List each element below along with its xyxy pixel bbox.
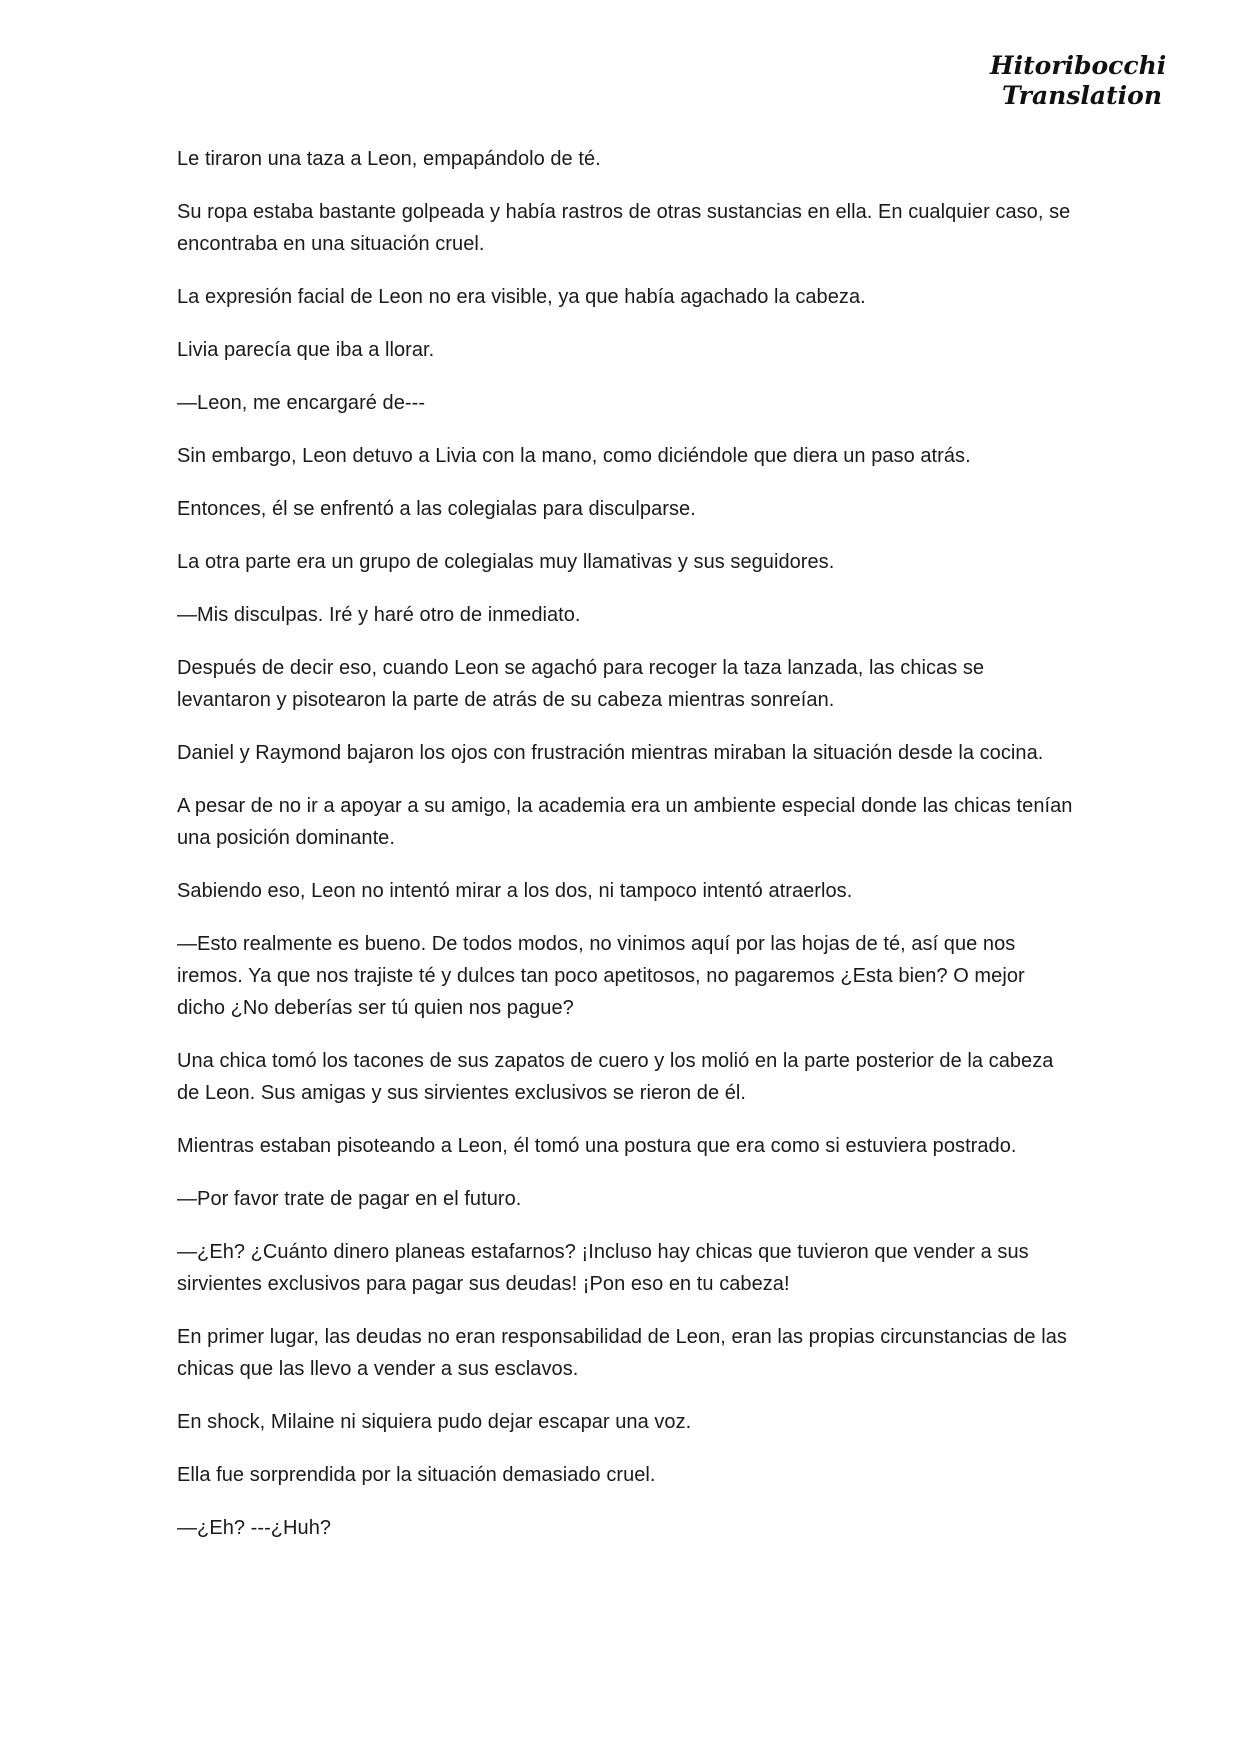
paragraph: Sin embargo, Leon detuvo a Livia con la mano, como diciéndole que diera un paso atrás. (177, 445, 971, 467)
logo-graphic (988, 48, 1167, 112)
paragraph: —Esto realmente es bueno. De todos modos, no vinimos aquí por las hojas de té, así que nos iremos. Ya que nos trajiste té y dulces tan poco apetitosos, no pagaremos ¿Esta bien? O mejor dicho ¿No deberías ser tú quien nos pague? (177, 933, 1025, 1019)
paragraph: —Por favor trate de pagar en el futuro. (177, 1188, 522, 1210)
document-body (177, 143, 1077, 1565)
paragraph: —Leon, me encargaré de--- (177, 392, 426, 414)
logo-line-1: Hitoribocchi (990, 51, 1167, 80)
paragraph: —¿Eh? ---¿Huh? (177, 1517, 332, 1539)
paragraph: Livia parecía que iba a llorar. (177, 339, 435, 361)
paragraph: Sabiendo eso, Leon no intentó mirar a los dos, ni tampoco intentó atraerlos. (177, 880, 853, 902)
paragraph: Ella fue sorprendida por la situación demasiado cruel. (177, 1464, 656, 1486)
paragraph: Le tiraron una taza a Leon, empapándolo de té. (177, 148, 601, 170)
paragraph: Su ropa estaba bastante golpeada y había rastros de otras sustancias en ella. En cualquier caso, se encontraba en una situación cruel. (177, 201, 1071, 255)
paragraph: Entonces, él se enfrentó a las colegialas para disculparse. (177, 498, 696, 520)
paragraph: —¿Eh? ¿Cuánto dinero planeas estafarnos? ¡Incluso hay chicas que tuvieron que vender a sus sirvientes exclusivos para pagar sus deudas! ¡Pon eso en tu cabeza! (177, 1241, 1029, 1295)
paragraph: —Mis disculpas. Iré y haré otro de inmediato. (177, 604, 581, 626)
paragraph: La otra parte era un grupo de colegialas muy llamativas y sus seguidores. (177, 551, 835, 573)
paragraph: Mientras estaban pisoteando a Leon, él tomó una postura que era como si estuviera postrado. (177, 1135, 1017, 1157)
paragraph: Daniel y Raymond bajaron los ojos con frustración mientras miraban la situación desde la cocina. (177, 742, 1044, 764)
paragraph: A pesar de no ir a apoyar a su amigo, la academia era un ambiente especial donde las chicas tenían una posición dominante. (177, 795, 1073, 849)
translation-group-logo (988, 48, 1167, 112)
paragraph: En primer lugar, las deudas no eran responsabilidad de Leon, eran las propias circunstancias de las chicas que las llevo a vender a sus esclavos. (177, 1326, 1067, 1380)
paragraph: La expresión facial de Leon no era visible, ya que había agachado la cabeza. (177, 286, 866, 308)
logo-line-2: Translation (1002, 81, 1162, 110)
paragraph: Después de decir eso, cuando Leon se agachó para recoger la taza lanzada, las chicas se levantaron y pisotearon la parte de atrás de su cabeza mientras sonreían. (177, 657, 985, 711)
paragraph: Una chica tomó los tacones de sus zapatos de cuero y los molió en la parte posterior de la cabeza de Leon. Sus amigas y sus sirvientes exclusivos se rieron de él. (177, 1050, 1054, 1104)
paragraph: En shock, Milaine ni siquiera pudo dejar escapar una voz. (177, 1411, 692, 1433)
